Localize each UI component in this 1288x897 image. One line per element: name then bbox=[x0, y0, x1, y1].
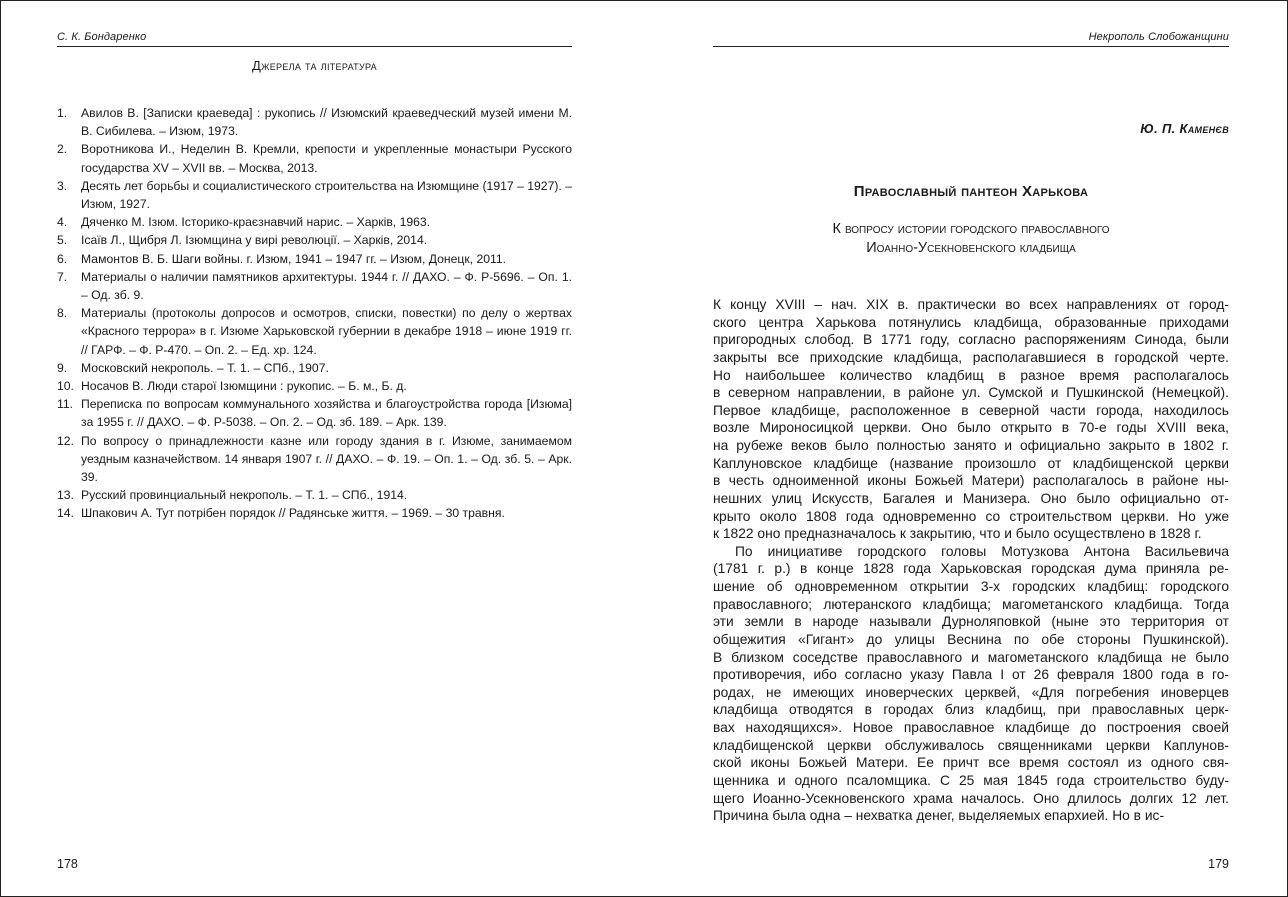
article-author: Ю. П. Каменєв bbox=[1140, 121, 1229, 136]
reference-number: 4. bbox=[57, 215, 68, 230]
body-line: кладбища отводятся в городах близ кладбищ, при православных церк- bbox=[713, 702, 1229, 718]
body-line: на рубеже веков было полностью занято и официально закрыто в 1802 г. bbox=[713, 438, 1229, 453]
reference-number: 1. bbox=[57, 106, 68, 120]
body-line: пригородных слобод. В 1771 году, согласно распоряжениям Синода, были bbox=[713, 332, 1229, 348]
body-line: в северном направлении, в районе ул. Сумской и Пушкинской (Немецкой). bbox=[713, 385, 1229, 401]
page-number-left: 178 bbox=[57, 857, 78, 871]
article-body bbox=[713, 296, 1229, 825]
reference-item bbox=[57, 140, 572, 176]
body-line: Причина была одна – нехватка денег, выделяемых епархией. Но в ис- bbox=[713, 808, 1165, 824]
reference-item bbox=[57, 432, 572, 487]
reference-item bbox=[57, 268, 572, 304]
reference-item bbox=[57, 231, 572, 249]
reference-number: 3. bbox=[57, 178, 68, 193]
body-line: родах, не имеющих иноверческих церквей, «Для погребения иноверцев bbox=[713, 684, 1229, 700]
reference-item bbox=[57, 395, 572, 431]
reference-item bbox=[57, 504, 572, 522]
reference-text: Переписка по вопросам коммунального хозяйства и благоустройства города [Изюма] за 1955 г. // ДАХО. – Ф. Р-5038. – Оп. 2. – Од. зб. 189. – Арк. 139. bbox=[81, 397, 572, 430]
reference-text: Десять лет борьбы и социалистического строительства на Изюмщине (1917 – 1927). – Изюм, 1927. bbox=[81, 178, 572, 212]
right-running-head: Некрополь Слобожанщини bbox=[713, 31, 1229, 47]
body-line: шение об одновременном открытии 3-х городских кладбищ: городского bbox=[713, 579, 1229, 594]
reference-item bbox=[57, 213, 572, 231]
body-line: крыто около 1808 года одновременно со строительством церкви. Но уже bbox=[713, 508, 1229, 524]
reference-text: Материалы о наличии памятников архитектуры. 1944 г. // ДАХО. – Ф. Р-5696. – Оп. 1. – Од. зб. 9. bbox=[81, 269, 572, 303]
left-page bbox=[57, 0, 572, 897]
subtitle-line-2: Иоанно-Усекновенского кладбища bbox=[866, 240, 1076, 256]
body-line: В близком соседстве православного и магометанского кладбища не было bbox=[713, 649, 1229, 665]
reference-item bbox=[57, 377, 572, 395]
reference-number: 10. bbox=[57, 379, 74, 394]
body-line: щего Иоанно-Усекновенского храма началось. Оно длилось долгих 12 лет. bbox=[713, 790, 1229, 806]
reference-number: 14. bbox=[57, 506, 74, 521]
section-title: Джерела та література bbox=[252, 58, 377, 73]
reference-text: Авилов В. [Записки краеведа] : рукопись // Изюмский краеведческий музей имени М. В. Сибилева. – Изюм, 1973. bbox=[81, 106, 572, 139]
reference-text: По вопросу о принадлежности казне или городу здания в г. Изюме, занимаемом уездным казначейством. 14 января 1907 г. // ДАХО. – Ф. 19. – Оп. 1. – Од. зб. 5. – Арк. 39. bbox=[81, 433, 572, 485]
reference-item bbox=[57, 250, 572, 268]
reference-item bbox=[57, 486, 572, 504]
reference-number: 8. bbox=[57, 306, 68, 321]
right-page bbox=[713, 0, 1229, 897]
reference-item bbox=[57, 359, 572, 377]
reference-number: 2. bbox=[57, 142, 68, 157]
reference-number: 6. bbox=[57, 251, 68, 266]
body-line: православного; лютеранского кладбища; магометанского кладбища. Тогда bbox=[713, 596, 1229, 612]
reference-number: 7. bbox=[57, 269, 68, 284]
reference-item bbox=[57, 304, 572, 359]
body-line: в честь одноименной иконы Божьей Матери) располагалось в районе ны- bbox=[713, 473, 1229, 489]
reference-text: Носачов В. Люди старої Ізюмщини : рукопис. – Б. м., Б. д. bbox=[81, 379, 407, 394]
article-title: Православный пантеон Харькова bbox=[853, 183, 1089, 200]
reference-text: Московский некрополь. – Т. 1. – СПб., 1907. bbox=[81, 360, 329, 375]
reference-text: Материалы (протоколы допросов и осмотров, списки, повестки) по делу о жертвах «Красного террора» в г. Изюме Харьковской губернии в декабре 1918 – июне 1919 гг. // ГАРФ. – Ф. Р-470. – Оп. 2. – Ед. хр. 124. bbox=[81, 306, 572, 357]
body-line: кладбищенской церкви обслуживалось священниками церкви Каплунов- bbox=[713, 737, 1229, 753]
body-line: ского центра Харькова потянулись кладбища, образованные приходами bbox=[713, 314, 1229, 330]
reference-text: Ісаїв Л., Щибря Л. Ізюмщина у вирі революції. – Харків, 2014. bbox=[81, 233, 428, 248]
body-line: (1781 г. р.) в конце 1828 года Харьковская городская дума приняла ре- bbox=[713, 561, 1229, 577]
body-line: Первое кладбище, расположенное в северной части города, находилось bbox=[713, 402, 1229, 418]
article-subtitle bbox=[713, 220, 1229, 258]
reference-text: Шпакович А. Тут потрібен порядок // Радянське життя. – 1969. – 30 травня. bbox=[81, 506, 505, 521]
left-running-head: С. К. Бондаренко bbox=[57, 31, 572, 47]
reference-text: Мамонтов В. Б. Шаги войны. г. Изюм, 1941 – 1947 гг. – Изюм, Донецк, 2011. bbox=[81, 251, 507, 266]
reference-number: 12. bbox=[57, 433, 74, 448]
body-line: нешних улиц Искусств, Багалея и Манизера. Оно было официально от- bbox=[713, 490, 1229, 506]
reference-text: Русский провинциальный некрополь. – Т. 1. – СПб., 1914. bbox=[81, 488, 408, 503]
reference-item bbox=[57, 104, 572, 140]
reference-text: Воротникова И., Неделин В. Кремли, крепости и укрепленные монастыри Русского государства XV – XVII вв. – Москва, 2013. bbox=[81, 142, 572, 175]
reference-number: 11. bbox=[57, 397, 74, 412]
body-line: эти земли в народе называли Дурноляповкой (ныне это территория от bbox=[713, 614, 1229, 630]
reference-item bbox=[57, 177, 572, 213]
body-line: К концу XVIII – нач. XIX в. практически во всех направлениях от город- bbox=[713, 297, 1229, 312]
body-line: Каплуновское кладбище (название произошло от кладбищенской церкви bbox=[713, 455, 1229, 471]
body-line: ской иконы Божьей Матери. Ее причт все время состоял из одного свя- bbox=[713, 755, 1229, 771]
body-line: общежития «Гигант» до улицы Веснина по обе стороны Пушкинской). bbox=[713, 631, 1229, 647]
body-line: к 1822 оно предназначалось к закрытию, что и было осуществлено в 1828 г. bbox=[713, 526, 1202, 542]
body-line: вах находящихся». Новое православное кладбище до построения своей bbox=[713, 720, 1229, 735]
body-line: щенника и одного псаломщика. С 25 мая 1845 года строительство буду- bbox=[713, 772, 1229, 788]
reference-number: 5. bbox=[57, 233, 68, 248]
page-number-right: 179 bbox=[1208, 857, 1229, 871]
body-line: По инициативе городского головы Мотузкова Антона Васильевича bbox=[735, 543, 1229, 559]
reference-number: 13. bbox=[57, 488, 74, 503]
subtitle-line-1: К вопросу истории городского православного bbox=[832, 221, 1110, 237]
body-line: закрыты все приходские кладбища, располагавшиеся в городской черте. bbox=[713, 349, 1229, 365]
reference-text: Дяченко М. Ізюм. Історико-краєзнавчий нарис. – Харків, 1963. bbox=[81, 215, 431, 230]
body-line: Но наибольшее количество кладбищ в разное время располагалось bbox=[713, 367, 1229, 383]
reference-number: 9. bbox=[57, 360, 68, 375]
body-line: противоречия, ибо согласно указу Павла I от 26 февраля 1800 года в го- bbox=[713, 667, 1229, 683]
body-line: возле Мироносицкой церкви. Оно было открыто в 70-е годы XVIII века, bbox=[713, 420, 1229, 436]
reference-list bbox=[57, 104, 572, 523]
